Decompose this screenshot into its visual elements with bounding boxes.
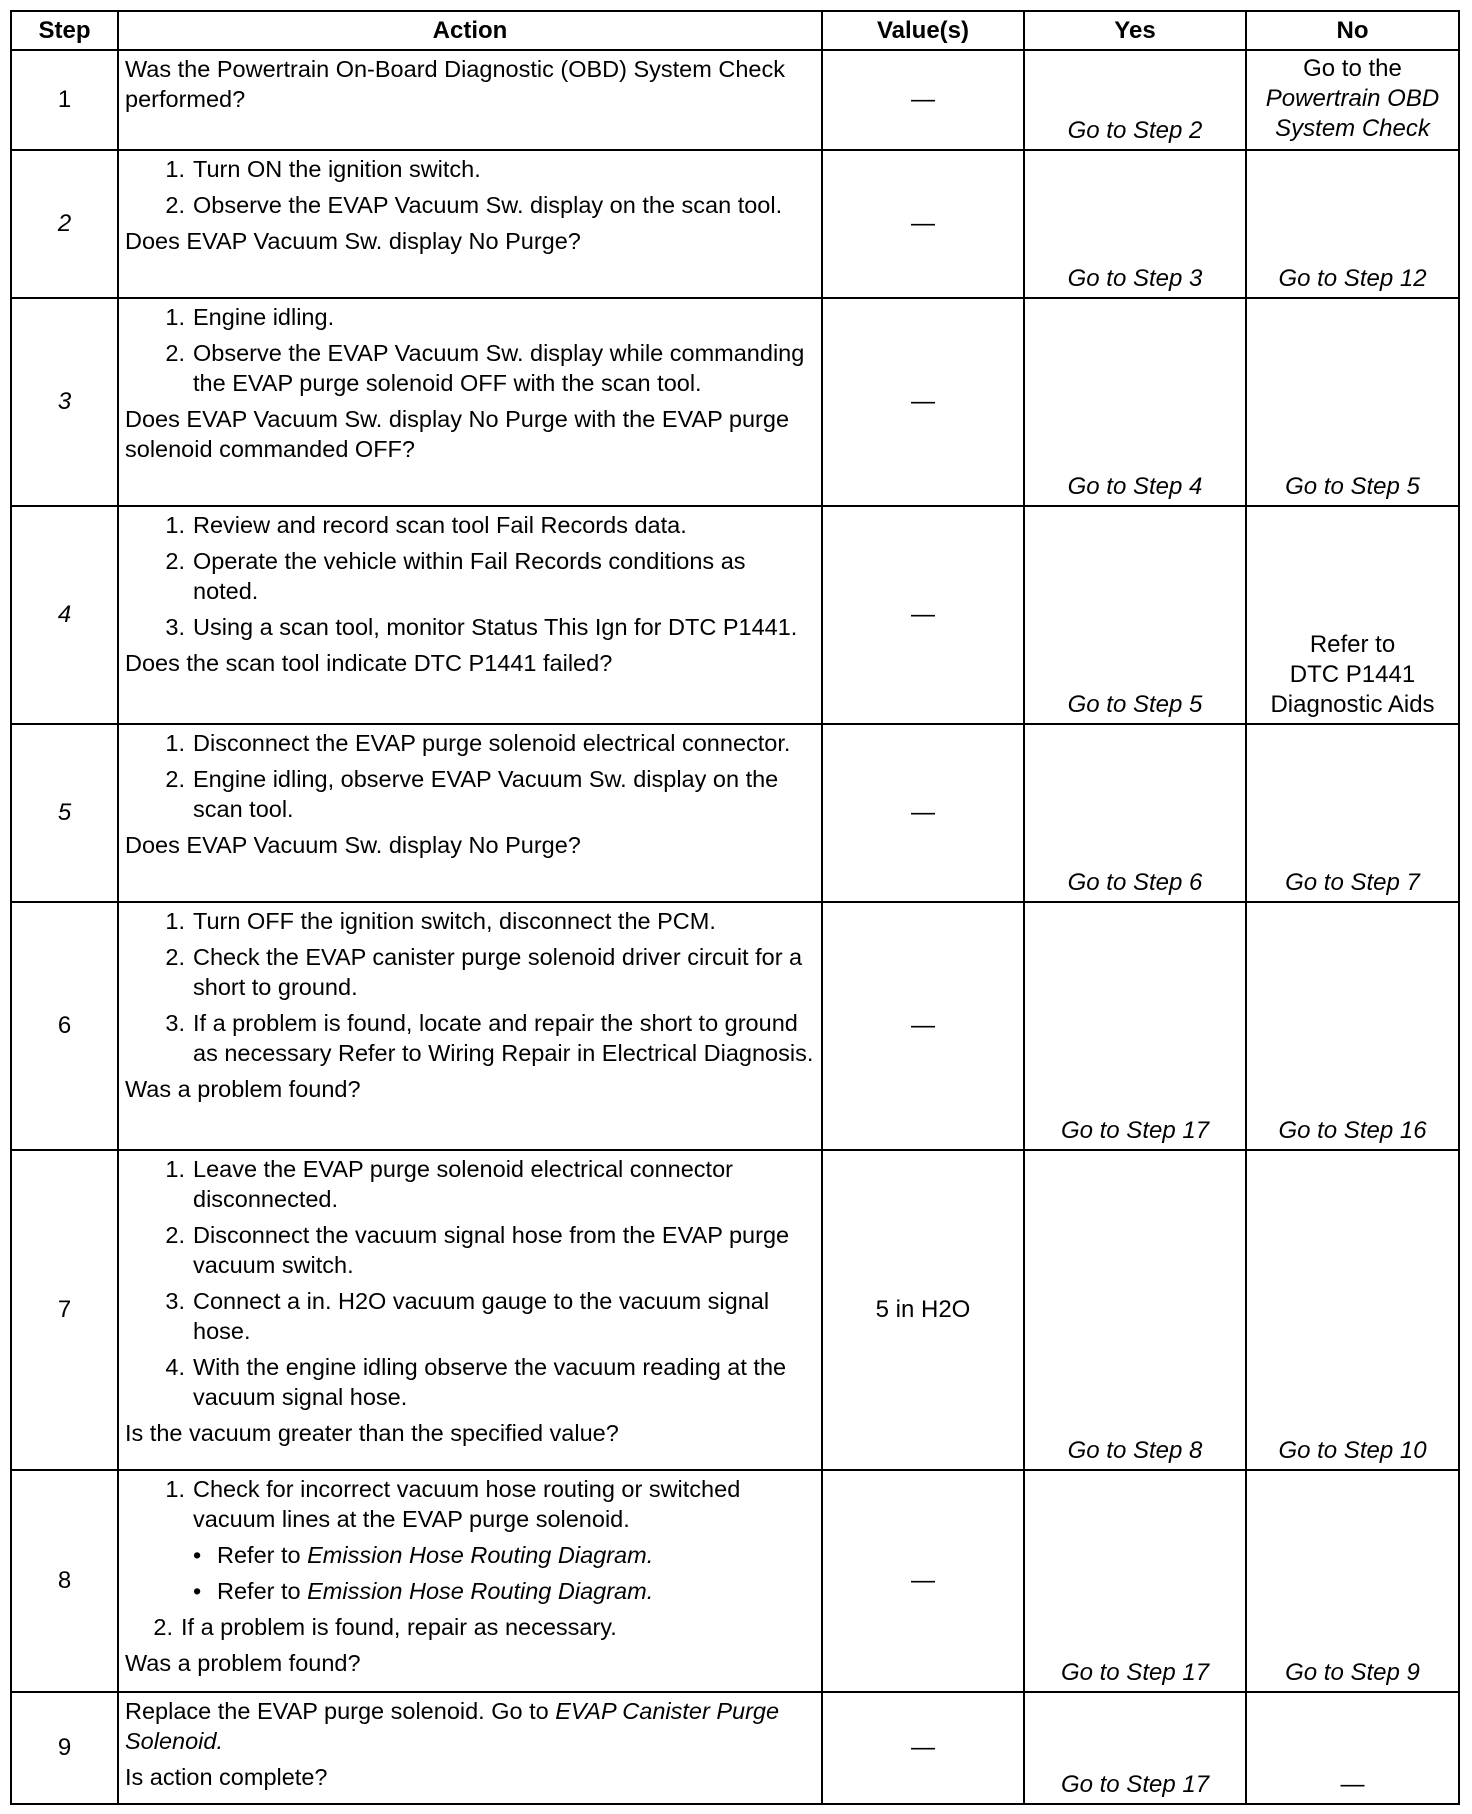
step-number: 7 — [11, 1150, 118, 1470]
action-question: Is the vacuum greater than the specified value? — [125, 1420, 619, 1446]
procedure-reference[interactable]: EVAP Canister Purge Solenoid. — [125, 1698, 780, 1754]
no-line-1: Refer to — [1309, 631, 1396, 658]
action-question: Does the scan tool indicate DTC P1441 failed? — [125, 650, 613, 676]
no-link[interactable]: Go to Step 5 — [1246, 298, 1459, 506]
table-row-step-8 — [11, 1470, 1459, 1692]
action-question: Was a problem found? — [125, 1076, 361, 1102]
list-item: 3. Connect a in. H2O vacuum gauge to the vacuum signal hose. — [165, 1288, 770, 1344]
no-cell[interactable] — [1246, 50, 1459, 150]
no-line-3: System Check — [1275, 114, 1430, 142]
yes-link[interactable]: Go to Step 8 — [1024, 1150, 1246, 1470]
value-cell: 5 in H2O — [822, 1150, 1024, 1470]
value-cell: — — [822, 150, 1024, 298]
action-question: Is action complete? — [125, 1764, 328, 1790]
value-cell: — — [822, 1470, 1024, 1692]
step-number: 5 — [11, 724, 118, 902]
header-row — [11, 11, 1459, 50]
table-row-step-1 — [11, 50, 1459, 150]
step-number: 2 — [11, 150, 118, 298]
list-item: 4. With the engine idling observe the vacuum reading at the vacuum signal hose. — [165, 1354, 787, 1410]
value-cell: — — [822, 902, 1024, 1150]
table-row-step-2 — [11, 150, 1459, 298]
yes-link[interactable]: Go to Step 3 — [1024, 150, 1246, 298]
no-cell[interactable] — [1246, 506, 1459, 724]
list-item: 2. If a problem is found, repair as necessary. — [153, 1614, 617, 1640]
list-item: 3. Using a scan tool, monitor Status This Ign for DTC P1441. — [165, 614, 798, 640]
table-row-step-5 — [11, 724, 1459, 902]
table-row-step-6 — [11, 902, 1459, 1150]
diagnostic-table — [10, 10, 1460, 1805]
header-no: No — [1246, 11, 1459, 50]
yes-link[interactable]: Go to Step 17 — [1024, 902, 1246, 1150]
no-link[interactable]: Go to Step 10 — [1246, 1150, 1459, 1470]
header-action: Action — [118, 11, 822, 50]
value-cell: — — [822, 724, 1024, 902]
table-row-step-3 — [11, 298, 1459, 506]
no-link[interactable]: Go to Step 9 — [1246, 1470, 1459, 1692]
action-cell — [118, 1692, 822, 1804]
action-cell — [118, 506, 822, 724]
action-question: Was a problem found? — [125, 1650, 361, 1676]
header-value: Value(s) — [822, 11, 1024, 50]
value-cell: — — [822, 50, 1024, 150]
yes-link[interactable]: Go to Step 2 — [1024, 50, 1246, 150]
list-item: 2. Disconnect the vacuum signal hose from the EVAP purge vacuum switch. — [165, 1222, 790, 1278]
step-number: 1 — [11, 50, 118, 150]
action-question: Does EVAP Vacuum Sw. display No Purge with the EVAP purge solenoid commanded OFF? — [125, 406, 790, 462]
diagram-reference[interactable]: Emission Hose Routing Diagram. — [307, 1542, 654, 1568]
table-row-step-7 — [11, 1150, 1459, 1470]
action-cell — [118, 1150, 822, 1470]
action-cell — [118, 724, 822, 902]
table-row-step-9 — [11, 1692, 1459, 1804]
bullet-item: • Refer to Emission Hose Routing Diagram. — [193, 1578, 654, 1604]
bullet-item: • Refer to Emission Hose Routing Diagram. — [193, 1542, 654, 1568]
no-line-3: Diagnostic Aids — [1270, 691, 1435, 718]
action-instruction: Replace the EVAP purge solenoid. Go to EVAP Canister Purge Solenoid. — [125, 1698, 780, 1754]
value-cell: — — [822, 298, 1024, 506]
action-cell — [118, 902, 822, 1150]
list-item: 1. Turn ON the ignition switch. — [165, 156, 481, 182]
list-item: 2. Operate the vehicle within Fail Records conditions as noted. — [165, 548, 746, 604]
action-cell — [118, 298, 822, 506]
list-item: 2. Check the EVAP canister purge solenoid driver circuit for a short to ground. — [165, 944, 803, 1000]
step-number: 8 — [11, 1470, 118, 1692]
no-link[interactable]: Go to Step 7 — [1246, 724, 1459, 902]
value-cell: — — [822, 1692, 1024, 1804]
diagnostic-table-page — [10, 10, 1458, 1805]
list-item: 2. Observe the EVAP Vacuum Sw. display on the scan tool. — [165, 192, 783, 218]
yes-link[interactable]: Go to Step 5 — [1024, 506, 1246, 724]
step-number: 4 — [11, 506, 118, 724]
yes-link[interactable]: Go to Step 17 — [1024, 1692, 1246, 1804]
step-number: 6 — [11, 902, 118, 1150]
list-item: 2. Engine idling, observe EVAP Vacuum Sw. display on the scan tool. — [165, 766, 779, 822]
action-question: Was the Powertrain On-Board Diagnostic (OBD) System Check performed? — [125, 56, 785, 112]
no-line-1: Go to the — [1303, 54, 1402, 82]
no-line-2: Powertrain OBD — [1265, 84, 1440, 112]
no-line-2: DTC P1441 — [1289, 661, 1416, 688]
step-number: 9 — [11, 1692, 118, 1804]
yes-link[interactable]: Go to Step 17 — [1024, 1470, 1246, 1692]
list-item: 1. Leave the EVAP purge solenoid electrical connector disconnected. — [165, 1156, 733, 1212]
action-cell — [118, 50, 822, 150]
table-row-step-4 — [11, 506, 1459, 724]
action-question: Does EVAP Vacuum Sw. display No Purge? — [125, 228, 581, 254]
value-cell: — — [822, 506, 1024, 724]
yes-link[interactable]: Go to Step 4 — [1024, 298, 1246, 506]
list-item: 2. Observe the EVAP Vacuum Sw. display while commanding the EVAP purge solenoid OFF with the scan tool. — [165, 340, 805, 396]
no-link[interactable]: Go to Step 16 — [1246, 902, 1459, 1150]
action-question: Does EVAP Vacuum Sw. display No Purge? — [125, 832, 581, 858]
action-cell — [118, 150, 822, 298]
list-item: 1. Turn OFF the ignition switch, disconnect the PCM. — [165, 908, 716, 934]
header-step: Step — [11, 11, 118, 50]
action-cell — [118, 1470, 822, 1692]
step-number: 3 — [11, 298, 118, 506]
diagram-reference[interactable]: Emission Hose Routing Diagram. — [307, 1578, 654, 1604]
no-cell: — — [1246, 1692, 1459, 1804]
no-link[interactable]: Go to Step 12 — [1246, 150, 1459, 298]
list-item: 1. Check for incorrect vacuum hose routing or switched vacuum lines at the EVAP purge solenoid. — [165, 1476, 741, 1532]
yes-link[interactable]: Go to Step 6 — [1024, 724, 1246, 902]
header-yes: Yes — [1024, 11, 1246, 50]
list-item: 1. Engine idling. — [165, 304, 335, 330]
list-item: 3. If a problem is found, locate and repair the short to ground as necessary Refer to Wiring Repair in Electrical Diagnosis. — [165, 1010, 814, 1066]
list-item: 1. Review and record scan tool Fail Records data. — [165, 512, 687, 538]
list-item: 1. Disconnect the EVAP purge solenoid electrical connector. — [165, 730, 791, 756]
